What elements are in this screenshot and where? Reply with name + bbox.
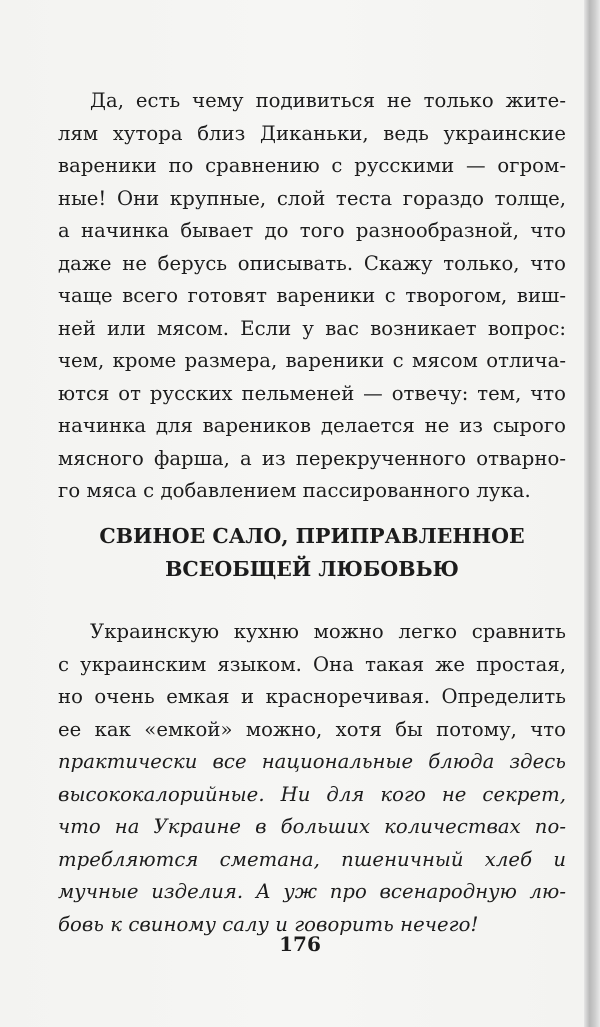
text-line: лям хутора близ Диканьки, ведь украинские: [58, 121, 566, 145]
text-line: ные! Они крупные, слой теста гораздо толще,: [58, 186, 566, 210]
text-line: вареники по сравнению с русскими — огром-: [58, 154, 566, 177]
italic-text-line: бовь к свиному салу и говорить нечего!: [58, 912, 479, 936]
italic-text-line: требляются сметана, пшеничный хлеб и: [58, 847, 566, 871]
text-line: Украинскую кухню можно легко сравнить: [90, 620, 566, 643]
italic-text-line: практически все национальные блюда здесь: [58, 750, 566, 773]
heading-line: ВСЕОБЩЕЙ ЛЮБОВЬЮ: [165, 557, 459, 581]
text-line: мясного фарша, а из перекрученного отварно-: [58, 446, 566, 470]
page-number: 176: [279, 932, 321, 956]
italic-text-line: мучные изделия. А уж про всенародную лю-: [58, 880, 566, 903]
paragraph-salo: [58, 616, 566, 941]
heading-line: СВИНОЕ САЛО, ПРИПРАВЛЕННОЕ: [99, 524, 525, 548]
text-line: ее как «емкой» можно, хотя бы потому, что: [58, 717, 566, 741]
text-line: но очень емкая и красноречивая. Определить: [58, 685, 566, 708]
text-line: ней или мясом. Если у вас возникает вопрос:: [58, 316, 566, 340]
text-line: начинка для вареников делается не из сырого: [58, 414, 566, 437]
italic-text-line: высококалорийные. Ни для кого не секрет,: [58, 782, 566, 806]
text-line: го мяса с добавлением пассированного лука.: [58, 479, 531, 502]
text-line: а начинка бывает до того разнообразной, что: [58, 219, 566, 242]
section-heading: [58, 520, 566, 586]
paragraph-varenyky: [58, 85, 566, 508]
text-line: чем, кроме размера, вареники с мясом отлича-: [58, 349, 566, 372]
page-binding-shadow: [584, 0, 600, 1027]
text-line: ются от русских пельменей — отвечу: тем, что: [58, 381, 566, 405]
text-line: Да, есть чему подивиться не только жите-: [90, 89, 566, 112]
text-line: чаще всего готовят вареники с творогом, виш-: [58, 284, 566, 307]
text-line: даже не берусь описывать. Скажу только, что: [58, 251, 566, 275]
italic-text-line: что на Украине в больших количествах по-: [58, 815, 566, 838]
text-line: с украинским языком. Она такая же простая,: [58, 652, 566, 676]
